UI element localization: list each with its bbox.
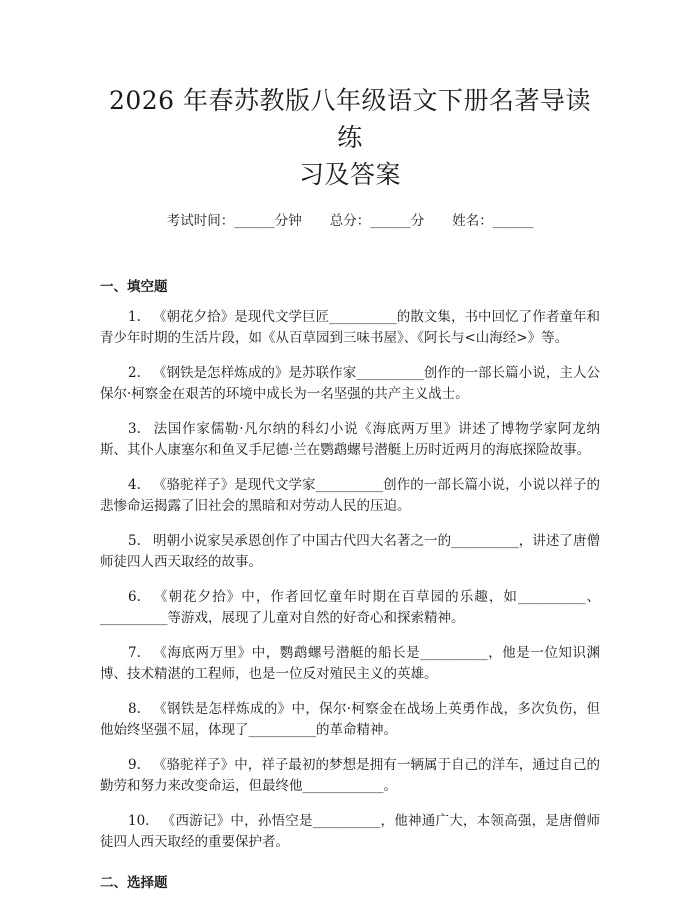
total-score-field: 总分：______分 xyxy=(329,213,425,229)
question-item xyxy=(100,587,600,629)
question-text: 明朝小说家吴承恩创作了中国古代四大名著之一的__________，讲述了唐僧师徒四人西天取经的故事。 xyxy=(100,533,600,570)
question-item xyxy=(100,699,600,741)
title-line-1: 2026 年春苏教版八年级语文下册名著导读练 xyxy=(108,86,592,152)
question-item xyxy=(100,643,600,685)
question-number: 3. xyxy=(128,421,141,437)
question-item xyxy=(100,307,600,349)
question-text: 《骆驼祥子》是现代文学家__________创作的一部长篇小说，小说以祥子的悲惨命运揭露了旧社会的黑暗和对劳动人民的压迫。 xyxy=(100,477,600,514)
question-number: 1. xyxy=(128,309,141,325)
question-number: 10. xyxy=(128,813,150,829)
question-text: 《西游记》中，孙悟空是__________，他神通广大，本领高强，是唐僧师徒四人西天取经的重要保护者。 xyxy=(100,813,600,850)
question-item xyxy=(100,475,600,517)
document-title xyxy=(100,0,600,193)
question-item xyxy=(100,755,600,797)
section-heading-multiple-choice: 二、选择题 xyxy=(100,875,168,891)
exam-time-field: 考试时间：______分钟 xyxy=(166,213,302,229)
question-text: 《海底两万里》中，鹦鹉螺号潜艇的船长是__________，他是一位知识渊博、技术精湛的工程师，也是一位反对殖民主义的英雄。 xyxy=(100,645,600,682)
question-text: 《骆驼祥子》中，祥子最初的梦想是拥有一辆属于自己的洋车，通过自己的勤劳和努力来改变命运，但最终他____________。 xyxy=(100,757,600,794)
question-text: 《朝花夕拾》中，作者回忆童年时期在百草园的乐趣，如__________、__________等游戏，展现了儿童对自然的好奇心和探索精神。 xyxy=(100,589,600,626)
question-item xyxy=(100,811,600,853)
question-number: 5. xyxy=(128,533,141,549)
question-item xyxy=(100,531,600,573)
question-number: 7. xyxy=(128,645,141,661)
section-heading-fill-in: 一、填空题 xyxy=(100,279,168,295)
question-number: 8. xyxy=(128,701,141,717)
question-text: 《朝花夕拾》是现代文学巨匠__________的散文集，书中回忆了作者童年和青少年时期的生活片段，如《从百草园到三味书屋》、《阿长与<山海经>》等。 xyxy=(100,309,600,346)
question-number: 2. xyxy=(128,365,141,381)
name-field: 姓名：______ xyxy=(452,213,534,229)
fill-in-question-list xyxy=(100,307,600,853)
title-line-2: 习及答案 xyxy=(298,160,401,189)
question-number: 9. xyxy=(128,757,141,773)
question-text: 《钢铁是怎样炼成的》中，保尔·柯察金在战场上英勇作战，多次负伤，但他始终坚强不屈，体现了__________的革命精神。 xyxy=(100,701,600,738)
question-text: 《钢铁是怎样炼成的》是苏联作家__________创作的一部长篇小说，主人公保尔·柯察金在艰苦的环境中成长为一名坚强的共产主义战士。 xyxy=(100,365,600,402)
question-number: 4. xyxy=(128,477,141,493)
question-item xyxy=(100,419,600,461)
question-text: 法国作家儒勒·凡尔纳的科幻小说《海底两万里》讲述了博物学家阿龙纳斯、其仆人康塞尔和鱼叉手尼德·兰在鹦鹉螺号潜艇上历时近两月的海底探险故事。 xyxy=(100,421,600,458)
exam-meta xyxy=(100,211,600,231)
question-number: 6. xyxy=(128,589,141,605)
question-item xyxy=(100,363,600,405)
